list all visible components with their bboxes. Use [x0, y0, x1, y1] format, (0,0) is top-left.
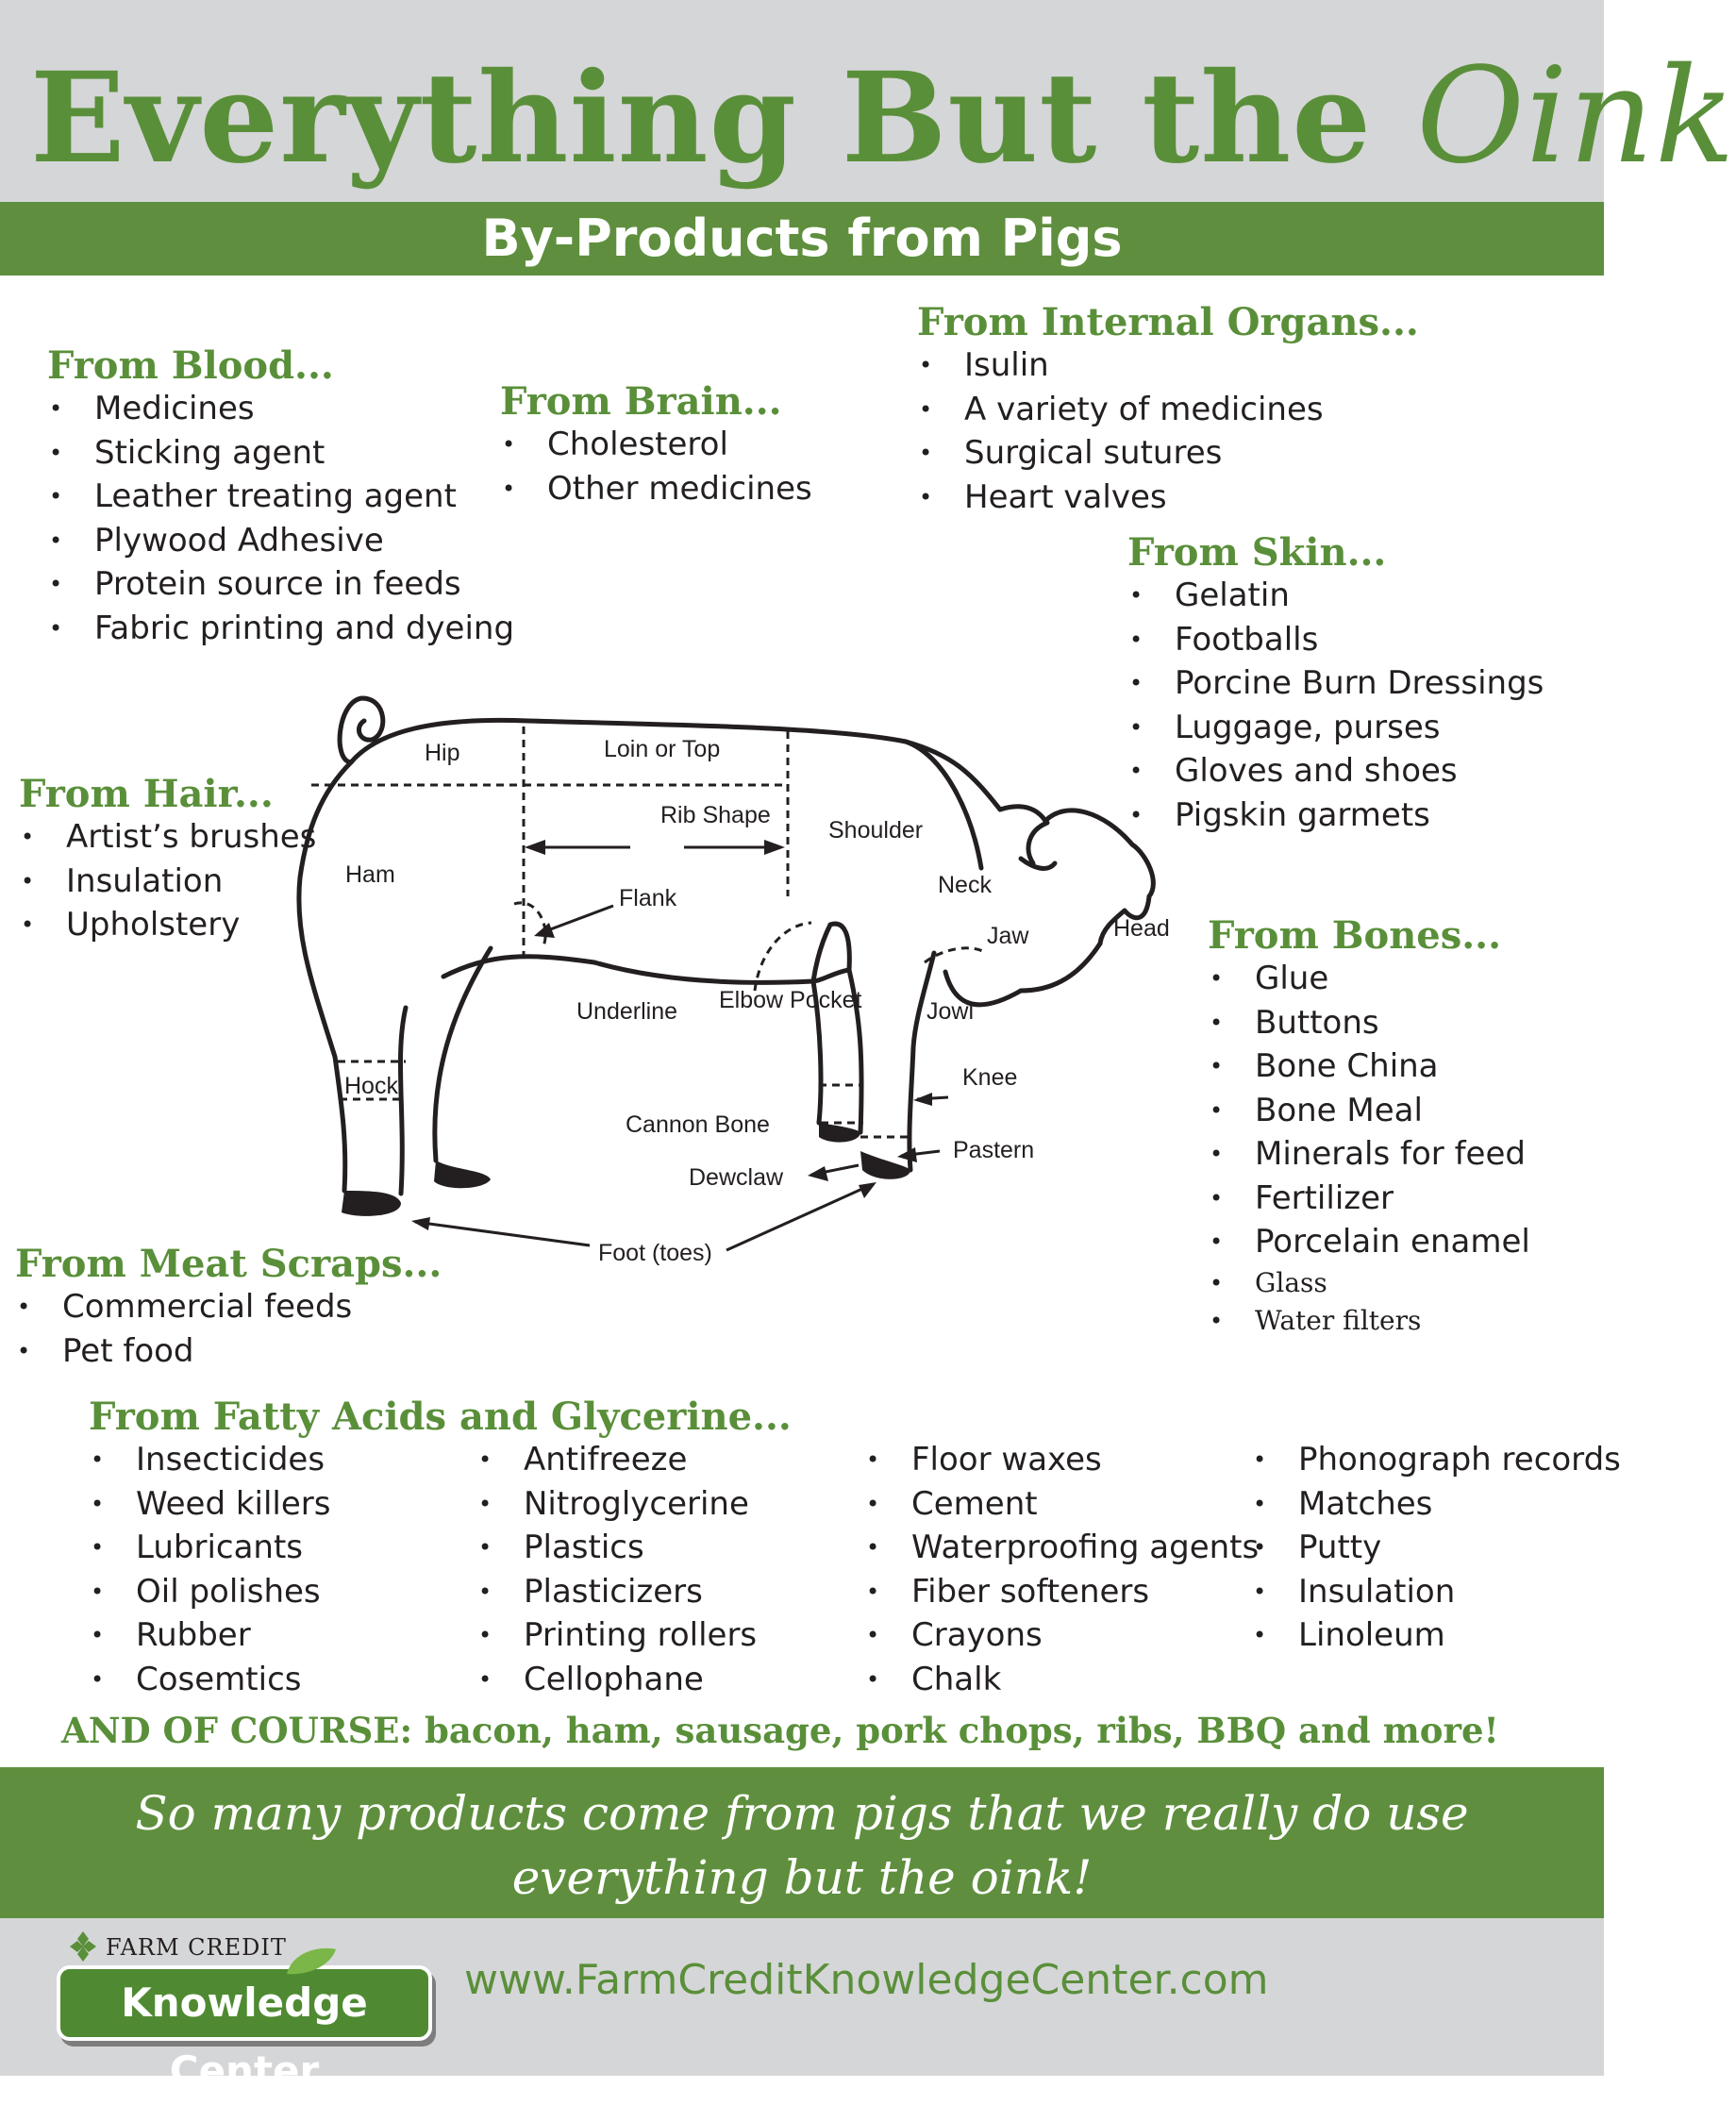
list-item: • Insecticides: [89, 1438, 331, 1482]
pig-snout-chin: [1021, 944, 1100, 991]
list-item: • Cellophane: [476, 1658, 757, 1702]
label-shoulder: Shoulder: [828, 817, 924, 844]
list-item: • Crayons: [864, 1613, 1259, 1658]
fatty-col-2: [476, 1438, 757, 1701]
section-brain-title: From Brain...: [500, 379, 782, 424]
label-loin: Loin or Top: [604, 736, 721, 762]
section-hair-title: From Hair...: [19, 772, 274, 816]
list-item: • Footballs: [1127, 618, 1544, 662]
section-blood: [47, 345, 514, 650]
label-ham: Ham: [345, 861, 395, 888]
tagline-line-2: everything but the oink!: [511, 1850, 1093, 1905]
brand-knowledge-center: [57, 1965, 432, 2094]
pig-belly: [594, 962, 849, 982]
list-item: • Fiber softeners: [864, 1570, 1259, 1614]
list-item: • Oil polishes: [89, 1570, 331, 1614]
list-item: • Upholstery: [19, 903, 316, 947]
list-item: • Isulin: [917, 343, 1419, 388]
label-knee: Knee: [962, 1064, 1018, 1091]
section-meat-title: From Meat Scraps...: [15, 1242, 442, 1286]
title-main: Everything But the: [30, 45, 1373, 192]
label-hip: Hip: [425, 740, 460, 766]
list-item: • Nitroglycerine: [476, 1482, 757, 1527]
list-item: • Waterproofing agents: [864, 1526, 1259, 1570]
leaf-icon: [283, 1944, 340, 1978]
list-item: • Lubricants: [89, 1526, 331, 1570]
section-organs: [917, 302, 1419, 519]
label-cannon: Cannon Bone: [626, 1111, 770, 1138]
section-fatty-title: From Fatty Acids and Glycerine...: [89, 1395, 792, 1439]
list-item: • Insulation: [1251, 1570, 1621, 1614]
list-item: • Insulation: [19, 860, 316, 904]
list-item: • Medicines: [47, 387, 514, 431]
section-skin: [1127, 532, 1544, 837]
tagline-line-1: So many products come from pigs that we really do use: [135, 1786, 1469, 1841]
list-item: • Plastics: [476, 1526, 757, 1570]
section-meat: [15, 1244, 442, 1373]
list-item: • Printing rollers: [476, 1613, 757, 1658]
label-pastern: Pastern: [953, 1137, 1035, 1163]
list-item: • Sticking agent: [47, 431, 514, 476]
label-dewclaw: Dewclaw: [689, 1164, 784, 1191]
list-item: • Bone Meal: [1208, 1089, 1530, 1133]
label-underline: Underline: [576, 998, 678, 1025]
section-hair: [19, 774, 316, 947]
section-skin-title: From Skin...: [1127, 530, 1387, 575]
list-item: • Porcelain enamel: [1208, 1220, 1530, 1264]
tagline: [0, 1781, 1604, 1910]
fatty-col-4: [1251, 1438, 1621, 1658]
list-item: • Pigskin garmets: [1127, 794, 1544, 838]
label-foot: Foot (toes): [598, 1240, 712, 1266]
list-item: • Buttons: [1208, 1001, 1530, 1045]
list-item: • Weed killers: [89, 1482, 331, 1527]
list-item: • Putty: [1251, 1526, 1621, 1570]
label-hock: Hock: [344, 1073, 398, 1099]
list-item: • Surgical sutures: [917, 431, 1419, 476]
section-bones: [1208, 915, 1530, 1340]
list-item: • Protein source in feeds: [47, 562, 514, 607]
list-item: • Glass: [1208, 1264, 1530, 1302]
list-item: • A variety of medicines: [917, 388, 1419, 432]
list-item: • Cholesterol: [500, 423, 812, 467]
farm-credit-logo-icon: [66, 1930, 100, 1963]
label-neck: Neck: [938, 872, 992, 898]
label-rib: Rib Shape: [660, 802, 771, 828]
list-item: • Water filters: [1208, 1302, 1530, 1340]
list-item: • Artist’s brushes: [19, 815, 316, 860]
list-item: • Fabric printing and dyeing: [47, 607, 514, 651]
section-blood-title: From Blood...: [47, 343, 334, 388]
list-item: • Linoleum: [1251, 1613, 1621, 1658]
list-item: • Cement: [864, 1482, 1259, 1527]
label-jowl: Jowl: [926, 998, 975, 1025]
section-fatty: [89, 1396, 792, 1438]
list-item: • Luggage, purses: [1127, 706, 1544, 750]
fatty-col-3: [864, 1438, 1259, 1701]
list-item: • Glue: [1208, 957, 1530, 1001]
list-item: • Heart valves: [917, 476, 1419, 520]
list-item: • Cosemtics: [89, 1658, 331, 1702]
list-item: • Floor waxes: [864, 1438, 1259, 1482]
label-jaw: Jaw: [987, 923, 1029, 949]
list-item: • Gloves and shoes: [1127, 749, 1544, 794]
list-item: • Antifreeze: [476, 1438, 757, 1482]
label-elbow: Elbow Pocket: [719, 987, 862, 1013]
list-item: • Pet food: [15, 1329, 442, 1374]
section-brain: [500, 381, 812, 510]
list-item: • Commercial feeds: [15, 1285, 442, 1329]
list-item: • Fertilizer: [1208, 1177, 1530, 1221]
label-flank: Flank: [619, 885, 677, 911]
list-item: • Minerals for feed: [1208, 1132, 1530, 1177]
pig-ear: [1021, 859, 1055, 868]
list-item: • Rubber: [89, 1613, 331, 1658]
title-oink: Oink: [1416, 40, 1736, 193]
fatty-col-1: [89, 1438, 331, 1701]
list-item: • Leather treating agent: [47, 475, 514, 519]
section-bones-title: From Bones...: [1208, 913, 1502, 958]
list-item: • Other medicines: [500, 467, 812, 511]
list-item: • Phonograph records: [1251, 1438, 1621, 1482]
list-item: • Matches: [1251, 1482, 1621, 1527]
label-head: Head: [1113, 915, 1170, 942]
list-item: • Porcine Burn Dressings: [1127, 661, 1544, 706]
list-item: • Gelatin: [1127, 574, 1544, 618]
list-item: • Plasticizers: [476, 1570, 757, 1614]
subtitle: By-Products from Pigs: [481, 209, 1123, 268]
list-item: • Plywood Adhesive: [47, 519, 514, 563]
brand-knowledge-center-text: Knowledge Center: [121, 1980, 368, 2094]
section-organs-title: From Internal Organs...: [917, 300, 1419, 344]
list-item: • Chalk: [864, 1658, 1259, 1702]
website-link[interactable]: www.FarmCreditKnowledgeCenter.com: [464, 1956, 1269, 2004]
dash-flank: [514, 903, 545, 948]
hind-leg-front: [435, 948, 491, 1161]
closing-line: AND OF COURSE: bacon, ham, sausage, pork chops, ribs, BBQ and more!: [61, 1710, 1499, 1751]
brand-farm-credit: FARM CREDIT: [106, 1934, 287, 1961]
list-item: • Bone China: [1208, 1044, 1530, 1089]
